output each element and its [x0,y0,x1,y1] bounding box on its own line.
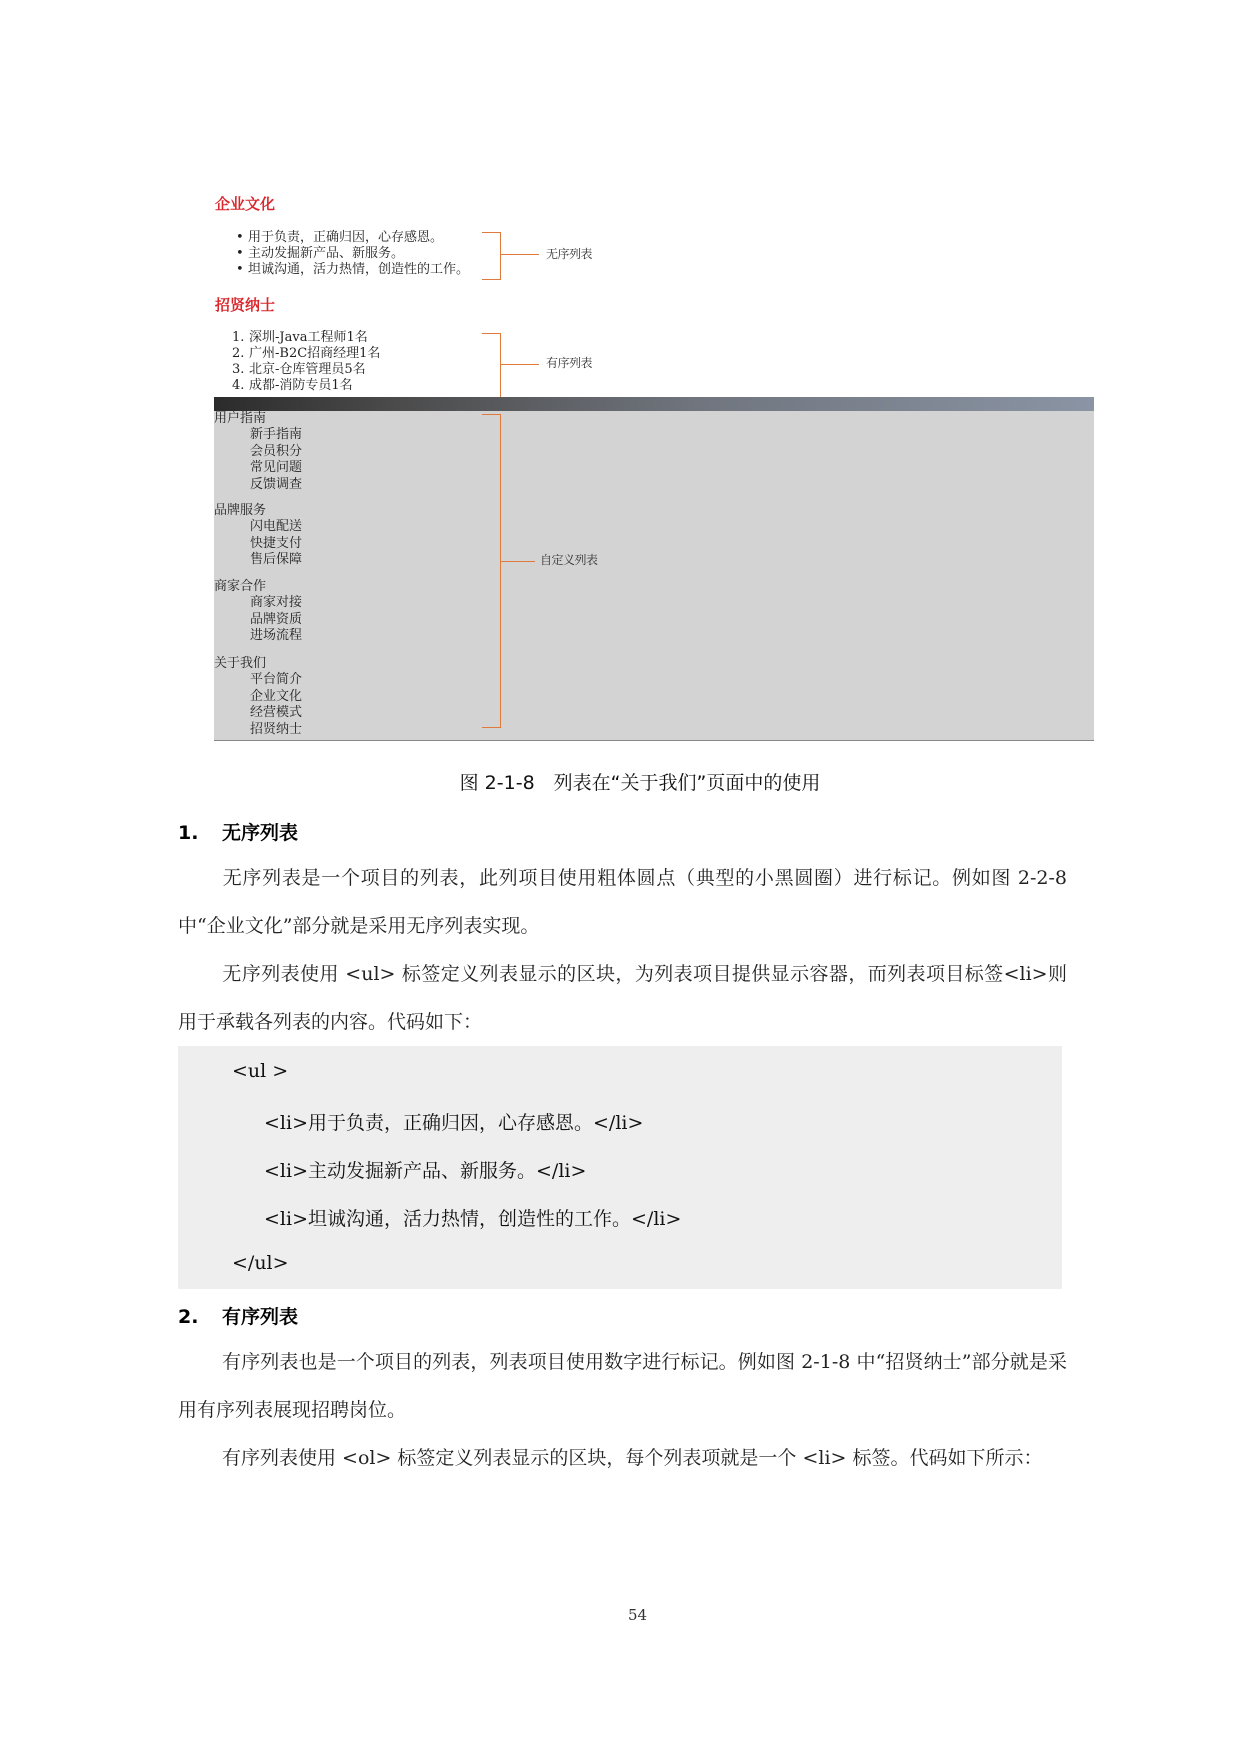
section-title: 有序列表 [222,1306,299,1328]
list-item: 2. 广州-B2C招商经理1名 [232,346,381,361]
list-item: 进场流程 [250,628,303,643]
list-item: 商家对接 [250,595,303,610]
paragraph: 无序列表使用 <ul> 标签定义列表显示的区块，为列表项目提供显示容器，而列表项目标签<li>则用于承载各列表的内容。代码如下： [178,963,1067,1033]
paragraph: 有序列表也是一个项目的列表，列表项目使用数字进行标记。例如图 2-1-8 中“招贤纳士”部分就是采用有序列表展现招聘岗位。 [178,1351,1067,1421]
figure-custom-panel [214,411,1094,741]
code-line: <li>主动发掘新产品、新服务。</li> [264,1160,587,1182]
page-number: 54 [627,1606,648,1624]
list-item: 3. 北京-仓库管理员5名 [232,362,366,377]
paragraph: 有序列表使用 <ol> 标签定义列表显示的区块，每个列表项就是一个 <li> 标签。代码如下所示： [222,1447,1043,1469]
list-item: 闪电配送 [250,519,303,534]
list-item: 会员积分 [250,443,303,459]
bracket-tick [501,364,539,365]
custom-group [214,411,302,493]
figure-unordered-title: 企业文化 [215,195,276,213]
custom-group-title: 关于我们 [214,656,267,671]
list-item: 新手指南 [250,427,303,442]
custom-group-title: 品牌服务 [214,503,267,518]
code-line: <li>坦诚沟通，活力热情，创造性的工作。</li> [264,1208,682,1230]
list-item: 招贤纳士 [250,721,303,737]
list-item: • 用于负责，正确归因，心存感恩。 [236,230,469,246]
list-item: 企业文化 [250,688,303,704]
figure-unordered-list [236,230,469,278]
list-item: 常见问题 [250,460,303,475]
list-item: 4. 成都-消防专员1名 [232,378,353,393]
figure [0,0,1240,800]
figure-header-bar [214,397,1094,411]
custom-group [214,503,302,569]
list-item: 经营模式 [250,705,303,720]
figure-caption: 图 2-1-8 列表在“关于我们”页面中的使用 [459,772,821,794]
custom-group-title: 用户指南 [214,411,267,426]
bracket-unordered [482,232,501,280]
section-title: 无序列表 [222,822,299,844]
code-line: <ul > [232,1060,289,1082]
section-heading [178,818,298,845]
list-item: 平台简介 [250,672,303,687]
list-item: 售后保障 [250,552,303,567]
custom-group [214,656,302,738]
list-item: 反馈调查 [250,476,303,492]
figure-ordered-title: 招贤纳士 [215,296,276,314]
section-number: 2. [178,1306,199,1328]
code-line: <li>用于负责，正确归因，心存感恩。</li> [264,1112,644,1134]
bracket-custom [482,414,501,728]
list-item: • 坦诚沟通，活力热情，创造性的工作。 [236,262,469,278]
list-item: • 主动发掘新产品、新服务。 [236,246,469,262]
bracket-tick [501,561,535,562]
bracket-tick [501,254,539,255]
figure-note-unordered: 无序列表 [546,247,593,261]
bracket-ordered [482,333,501,399]
figure-ordered-list [232,330,380,394]
section-number: 1. [178,822,199,844]
list-item: 品牌资质 [250,611,303,627]
figure-note-custom: 自定义列表 [540,553,598,567]
code-line: </ul> [232,1252,289,1274]
custom-group-title: 商家合作 [214,579,267,594]
list-item: 1. 深圳-Java工程师1名 [232,330,368,345]
paragraph: 无序列表是一个项目的列表，此列项目使用粗体圆点（典型的小黑圆圈）进行标记。例如图 2-2-8 中“企业文化”部分就是采用无序列表实现。 [178,867,1067,937]
figure-note-ordered: 有序列表 [546,356,593,370]
list-item: 快捷支付 [250,535,303,551]
custom-group [214,579,302,645]
section-heading [178,1302,298,1329]
code-block [178,1046,1062,1289]
